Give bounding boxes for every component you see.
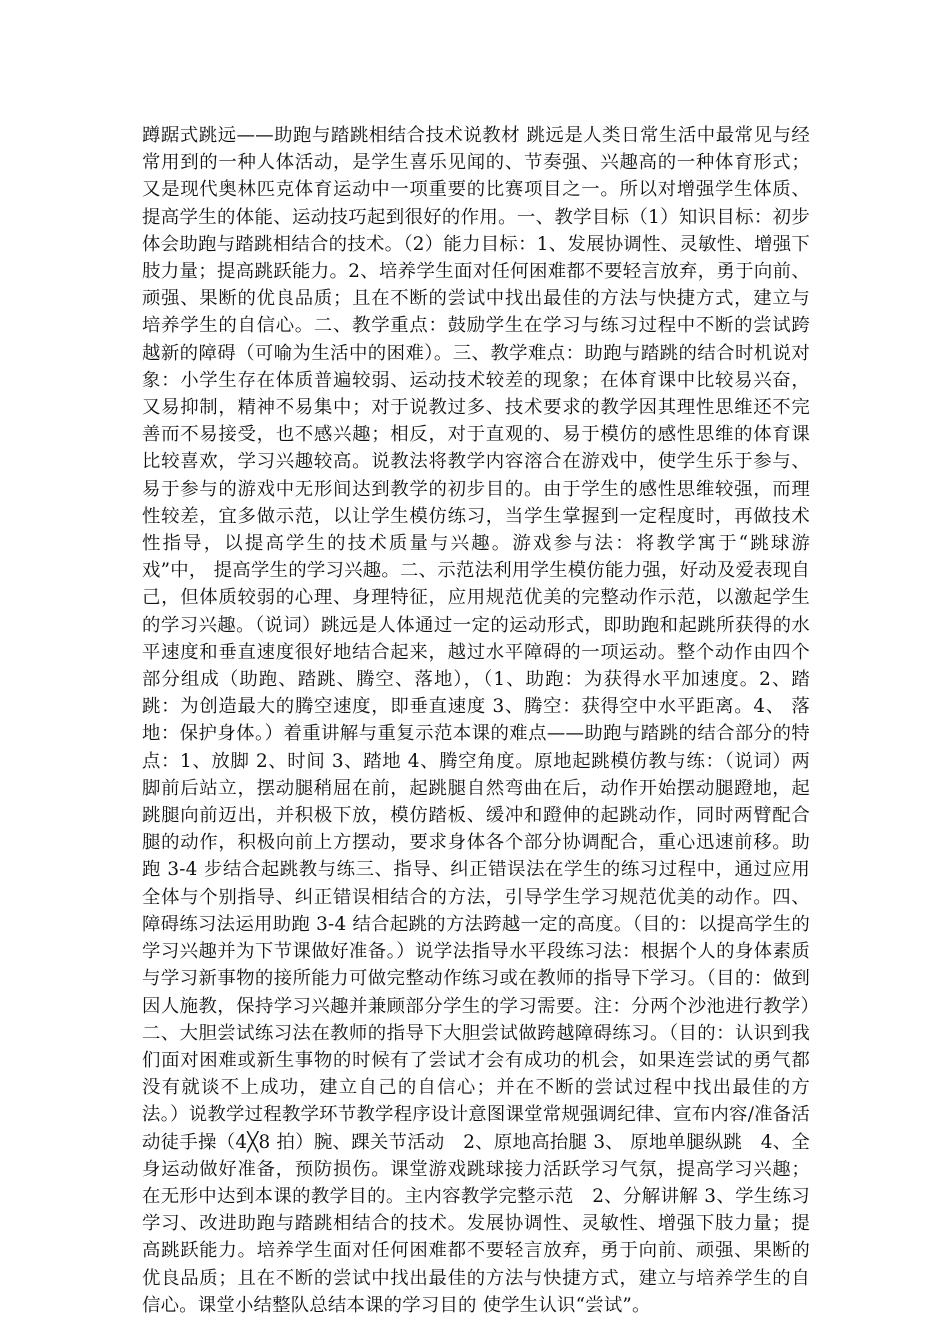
body-paragraph: 蹲踞式跳远——助跑与踏跳相结合技术说教材 跳远是人类日常生活中最常见与经常用到的一种人体活动，是学生喜乐见闻的、节奏强、兴趣高的一种体育形式；又是现代奥林匹克体育运动中一项重要的比赛项目之一。所以对增强学生体质、提高学生的体能、运动技巧起到很好的作用。一、教学目标（1）知识目标：初步体会助跑与踏跳相结合的技术。（2）能力目标：1、发展协调性、灵敏性、增强下肢力量；提高跳跃能力。2、培养学生面对任何困难都不要轻言放弃，勇于向前、顽强、果断的优良品质；且在不断的尝试中找出最佳的方法与快捷方式，建立与培养学生的自信心。二、教学重点：鼓励学生在学习与练习过程中不断的尝试跨越新的障碍（可喻为生活中的困难）。三、教学难点：助跑与踏跳的结合时机说对象：小学生存在体质普遍较弱、运动技术较差的现象；在体育课中比较易兴奋，又易抑制，精神不易集中；对于说教过多、技术要求的教学因其理性思维还不完善而不易接受，也不感兴趣；相反，对于直观的、易于模仿的感性思维的体育课比较喜欢，学习兴趣较高。说教法将教学内容溶合在游戏中，使学生乐于参与、易于参与的游戏中无形间达到教学的初步目的。由于学生的感性思维较强，而理性较差，宜多做示范，以让学生模仿练习，当学生掌握到一定程度时，再做技术性指导，以提高学生的技术质量与兴趣。游戏参与法：将教学寓于“跳球游戏”中， 提高学生的学习兴趣。二、示范法利用学生模仿能力强，好动及爱表现自己，但体质较弱的心理、身理特征，应用规范优美的完整动作示范，以激起学生的学习兴趣。（说词）跳远是人体通过一定的运动形式，即助跑和起跳所获得的水平速度和垂直速度很好地结合起来，越过水平障碍的一项运动。整个动作由四个部分组成（助跑、踏跳、腾空、落地），（1、助跑：为获得水平加速度。2、踏跳：为创造最大的腾空速度，即垂直速度 3、腾空：获得空中水平距离。4、 落地：保护身体。）着重讲解与重复示范本课的难点——助跑与踏跳的结合部分的特点：1、放脚 2、时间 3、踏地 4、腾空角度。原地起跳模仿教与练：（说词）两脚前后站立，摆动腿稍屈在前，起跳腿自然弯曲在后，动作开始摆动腿蹬地，起跳腿向前迈出，并积极下放，模仿踏板、缓冲和蹬伸的起跳动作，同时两臂配合腿的动作，积极向前上方摆动，要求身体各个部分协调配合，重心迅速前移。助跑 3-4 步结合起跳教与练三、指导、纠正错误法在学生的练习过程中，通过应用全体与个别指导、纠正错误相结合的方法，引导学生学习规范优美的动作。四、障碍练习法运用助跑 3-4 结合起跳的方法跨越一定的高度。（目的：以提高学生的学习兴趣并为下节课做好准备。）说学法指导水平段练习法：根据个人的身体素质与学习新事物的接所能力可做完整动作练习或在教师的指导下学习。（目的：做到因人施教，保持学习兴趣并兼顾部分学生的学习需要。注：分两个沙池进行教学）二、大胆尝试练习法在教师的指导下大胆尝试做跨越障碍练习。（目的：认识到我们面对困难或新生事物的时候有了尝试才会有成功的机会，如果连尝试的勇气都没有就谈不上成功，建立自己的自信心；并在不断的尝试过程中找出最佳的方法。）说教学过程教学环节教学程序设计意图课堂常规强调纪律、宣布内容/准备活动徒手操（4╳8 拍）腕、踝关节活动 2、原地高抬腿 3、 原地单腿纵跳 4、全身运动做好准备，预防损伤。课堂游戏跳球接力活跃学习气氛，提高学习兴趣；在无形中达到本课的教学目的。主内容教学完整示范 2、分解讲解 3、学生练习学习、改进助跑与踏跳相结合的技术。发展协调性、灵敏性、增强下肢力量；提高跳跃能力。培养学生面对任何困难都不要轻言放弃，勇于向前、顽强、果断的优良品质；且在不断的尝试中找出最佳的方法与快捷方式，建立与培养学生的自信心。课堂小结整队总结本课的学习目的 使学生认识“尝试”。 [142,125,810,1316]
